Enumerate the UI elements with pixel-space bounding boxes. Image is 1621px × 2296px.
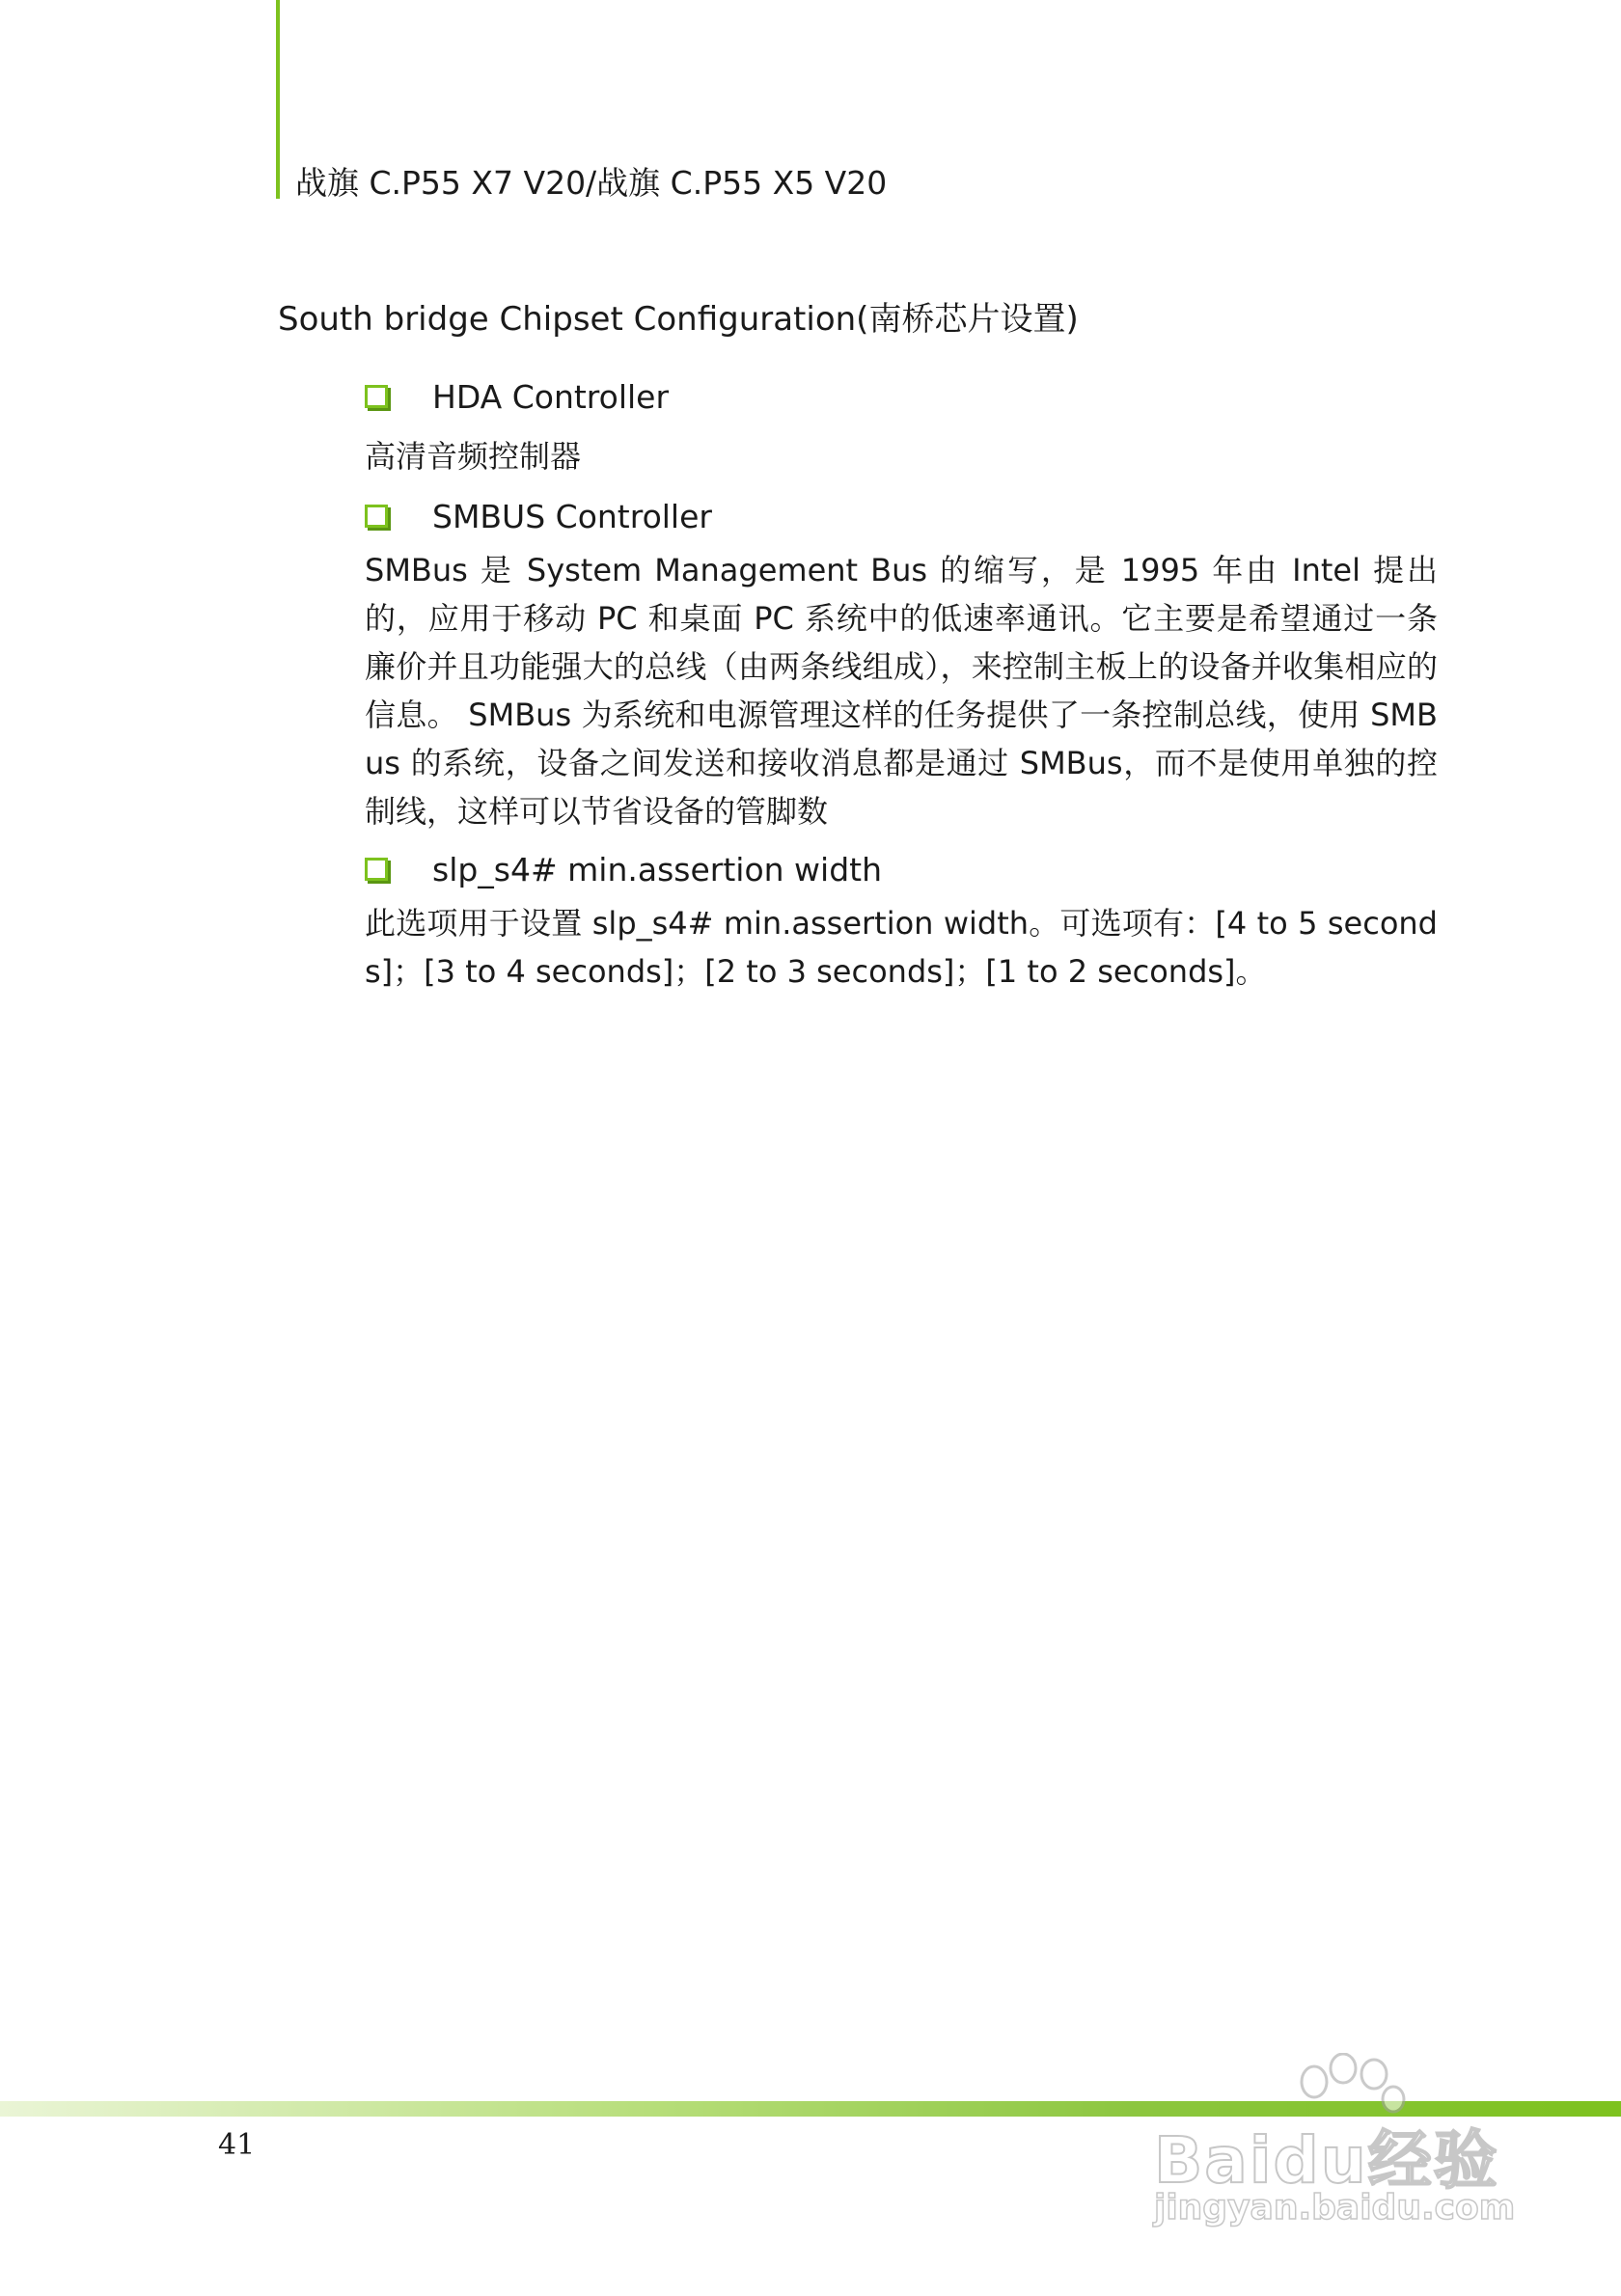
watermark-main-text: Baidu经验 (1154, 2123, 1499, 2198)
header-accent-bar (276, 0, 280, 199)
checkbox-bullet-icon (365, 385, 388, 408)
setting-heading-label: SMBUS Controller (432, 497, 712, 535)
watermark-url-text: jingyan.baidu.com (1154, 2188, 1516, 2228)
setting-heading-label: slp_s4# min.assertion width (432, 850, 882, 888)
page-number: 41 (218, 2128, 256, 2162)
section-title: South bridge Chipset Configuration(南桥芯片设置) (278, 300, 1079, 339)
setting-item-smbus-controller (365, 486, 1438, 835)
settings-list (365, 367, 1438, 999)
setting-description: SMBus 是 System Management Bus 的缩写，是 1995 年由 Intel 提出的，应用于移动 PC 和桌面 PC 系统中的低速率通讯。它主要是希望通过一条廉价并且功能强大的总线（由两条线组成），来控制主板上的设备并收集相应的信息。 SMBus 为系统和电源管理这样的任务提供了一条控制总线，使用 SMBus 的系统，设备之间发送和接收消息都是通过 SMBus，而不是使用单独的控制线，这样可以节省设备的管脚数 (365, 552, 1438, 830)
setting-heading (365, 486, 1438, 546)
setting-heading (365, 367, 1438, 426)
setting-description: 高清音频控制器 (365, 438, 582, 475)
setting-item-slp-s4 (365, 839, 1438, 996)
setting-item-hda-controller (365, 367, 1438, 486)
baidu-watermark (1154, 2053, 1559, 2246)
setting-description: 此选项用于设置 slp_s4# min.assertion width。可选项有：[4 to 5 seconds]；[3 to 4 seconds]；[2 to 3 seconds]；[1 to 2 seconds]。 (365, 905, 1438, 990)
checkbox-bullet-icon (365, 858, 388, 881)
setting-heading-label: HDA Controller (432, 377, 670, 416)
setting-heading (365, 839, 1438, 899)
page-header-title: 战旗 C.P55 X7 V20/战旗 C.P55 X5 V20 (295, 164, 888, 202)
checkbox-bullet-icon (365, 505, 388, 528)
